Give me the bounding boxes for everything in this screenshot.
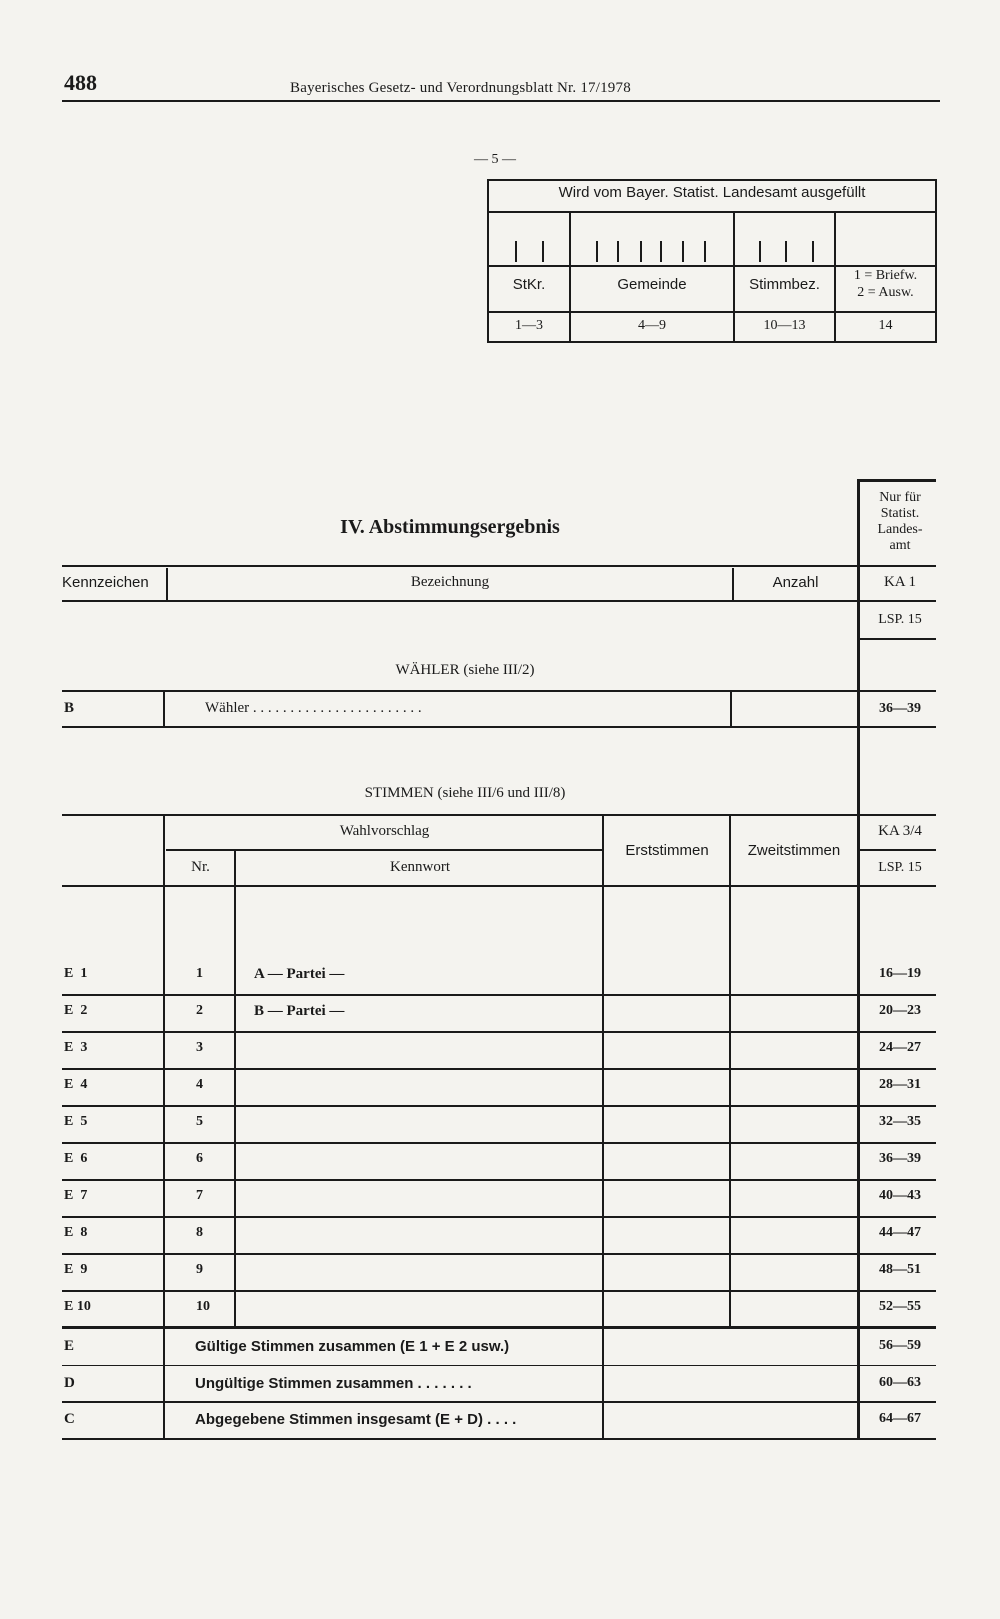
col-label-stkr: StKr. — [512, 276, 546, 293]
rule — [62, 814, 936, 816]
rule — [62, 885, 936, 887]
waehler-anzahl-field[interactable] — [733, 693, 856, 725]
row-nr: 10 — [196, 1299, 210, 1314]
row-nr: 1 — [196, 966, 203, 981]
head-bezeichnung: Bezeichnung — [410, 574, 490, 590]
row-erststimmen-field[interactable] — [604, 1182, 728, 1215]
row-code: E 2 — [64, 1003, 88, 1018]
total-anzahl-field[interactable] — [604, 1368, 856, 1401]
row-rule — [62, 1216, 936, 1218]
waehler-heading: WÄHLER (siehe III/2) — [395, 662, 535, 678]
row-nr: 9 — [196, 1262, 203, 1277]
row-rule — [62, 1105, 936, 1107]
row-range: 40—43 — [879, 1188, 921, 1203]
stimmen-lsp: LSP. 15 — [878, 860, 922, 875]
row-nr: 6 — [196, 1151, 203, 1166]
header-rule — [62, 100, 940, 102]
row-kennwort: A — Partei — — [254, 966, 345, 982]
rule — [860, 849, 936, 851]
total-code: C — [64, 1411, 75, 1427]
waehler-label: Wähler . . . . . . . . . . . . . . . . . . . . . . . — [205, 700, 422, 716]
total-code: D — [64, 1374, 75, 1391]
page-number: 488 — [64, 70, 97, 95]
sub-page-number: — 5 — — [474, 152, 516, 167]
rule — [860, 638, 936, 640]
row-range: 52—55 — [879, 1299, 921, 1314]
row-zweitstimmen-field[interactable] — [731, 1182, 856, 1215]
kennwort-heading: Kennwort — [390, 859, 450, 875]
rule — [166, 849, 603, 851]
total-range: 56—59 — [879, 1338, 921, 1353]
col-range-stimmbez: 10—13 — [763, 318, 806, 333]
row-zweitstimmen-field[interactable] — [731, 1108, 856, 1141]
row-rule — [62, 1068, 936, 1070]
total-label: Abgegebene Stimmen insgesamt (E + D) . . . . — [195, 1411, 517, 1428]
row-nr: 2 — [196, 1003, 203, 1018]
head-anzahl: Anzahl — [772, 574, 819, 591]
row-erststimmen-field[interactable] — [604, 1034, 728, 1067]
row-range: 16—19 — [879, 966, 921, 981]
side-note-line-1: Nur für — [879, 490, 921, 505]
col-label-briefw: 1 = Briefw. — [853, 268, 918, 283]
row-range: 32—35 — [879, 1114, 921, 1129]
total-range: 64—67 — [879, 1411, 921, 1426]
head-lsp: LSP. 15 — [878, 612, 922, 627]
erststimmen-heading: Erststimmen — [625, 842, 709, 859]
row-zweitstimmen-field[interactable] — [731, 960, 856, 993]
row-range: 20—23 — [879, 1003, 921, 1018]
row-nr: 4 — [196, 1077, 203, 1092]
rule — [62, 565, 936, 567]
col-range-briefw: 14 — [878, 318, 893, 333]
row-code: E 1 — [64, 966, 88, 981]
row-code: E 5 — [64, 1114, 88, 1129]
side-note-line-2: Statist. — [880, 506, 920, 521]
row-rule — [62, 1401, 936, 1403]
col-range-stkr: 1—3 — [515, 318, 543, 333]
rule — [234, 850, 236, 1326]
section-title: IV. Abstimmungsergebnis — [340, 516, 560, 538]
row-erststimmen-field[interactable] — [604, 1145, 728, 1178]
wahlvorschlag-heading: Wahlvorschlag — [339, 823, 430, 839]
rule — [62, 726, 936, 728]
row-code: E 6 — [64, 1151, 88, 1166]
row-range: 36—39 — [879, 1151, 921, 1166]
waehler-code: B — [64, 700, 75, 716]
waehler-range: 36—39 — [879, 701, 921, 716]
head-kennzeichen: Kennzeichen — [62, 574, 149, 591]
row-erststimmen-field[interactable] — [604, 997, 728, 1030]
row-range: 24—27 — [879, 1040, 921, 1055]
nr-heading: Nr. — [191, 859, 210, 875]
row-zweitstimmen-field[interactable] — [731, 1034, 856, 1067]
journal-title: Bayerisches Gesetz- und Verordnungsblatt Nr. 17/1978 — [290, 80, 631, 96]
col-label-ausw: 2 = Ausw. — [857, 285, 914, 300]
row-rule — [62, 1290, 936, 1292]
rule — [62, 690, 936, 692]
rule — [163, 692, 165, 726]
row-zweitstimmen-field[interactable] — [731, 1145, 856, 1178]
row-erststimmen-field[interactable] — [604, 1256, 728, 1289]
row-rule — [62, 1031, 936, 1033]
row-erststimmen-field[interactable] — [604, 1108, 728, 1141]
col-label-gemeinde: Gemeinde — [617, 276, 687, 293]
total-code: E — [64, 1338, 75, 1354]
row-code: E 9 — [64, 1262, 88, 1277]
row-zweitstimmen-field[interactable] — [731, 1219, 856, 1252]
total-range: 60—63 — [879, 1374, 921, 1390]
row-rule — [62, 1253, 936, 1255]
row-nr: 7 — [196, 1188, 203, 1203]
rule — [730, 692, 732, 726]
col-label-stimmbez: Stimmbez. — [749, 276, 820, 293]
office-box-title: Wird vom Bayer. Statist. Landesamt ausgefüllt — [558, 184, 866, 201]
total-label: Gültige Stimmen zusammen (E 1 + E 2 usw.) — [195, 1338, 510, 1355]
row-nr: 5 — [196, 1114, 203, 1129]
row-zweitstimmen-field[interactable] — [731, 997, 856, 1030]
row-zweitstimmen-field[interactable] — [731, 1256, 856, 1289]
col-range-gemeinde: 4—9 — [638, 318, 666, 333]
row-range: 28—31 — [879, 1077, 921, 1092]
row-rule — [62, 1438, 936, 1441]
row-zweitstimmen-field[interactable] — [731, 1071, 856, 1104]
row-rule — [62, 1142, 936, 1144]
total-anzahl-field[interactable] — [604, 1404, 856, 1437]
head-ka: KA 1 — [883, 574, 917, 590]
row-range: 48—51 — [879, 1262, 921, 1277]
side-note-line-3: Landes- — [877, 522, 923, 537]
stimmen-ka: KA 3/4 — [878, 823, 922, 839]
row-erststimmen-field[interactable] — [604, 1293, 728, 1326]
total-anzahl-field[interactable] — [604, 1331, 856, 1364]
row-kennwort: B — Partei — — [254, 1003, 345, 1019]
row-erststimmen-field[interactable] — [604, 1219, 728, 1252]
side-note-line-4: amt — [889, 538, 911, 553]
row-rule — [62, 994, 936, 996]
row-zweitstimmen-field[interactable] — [731, 1293, 856, 1326]
stimmen-heading: STIMMEN (siehe III/6 und III/8) — [364, 785, 566, 801]
row-range: 44—47 — [879, 1225, 921, 1240]
row-erststimmen-field[interactable] — [604, 1071, 728, 1104]
row-nr: 3 — [196, 1040, 203, 1055]
zweitstimmen-heading: Zweitstimmen — [747, 842, 841, 859]
row-rule — [62, 1179, 936, 1181]
row-code: E 4 — [64, 1077, 88, 1092]
row-nr: 8 — [196, 1225, 203, 1240]
rule — [62, 1326, 936, 1329]
row-code: E 10 — [64, 1299, 91, 1314]
rule — [62, 600, 936, 602]
row-code: E 7 — [64, 1188, 88, 1203]
row-rule — [62, 1365, 936, 1367]
total-label: Ungültige Stimmen zusammen . . . . . . . — [195, 1374, 472, 1392]
row-code: E 3 — [64, 1040, 88, 1055]
row-erststimmen-field[interactable] — [604, 960, 728, 993]
row-code: E 8 — [64, 1225, 88, 1240]
rule — [163, 814, 165, 1439]
